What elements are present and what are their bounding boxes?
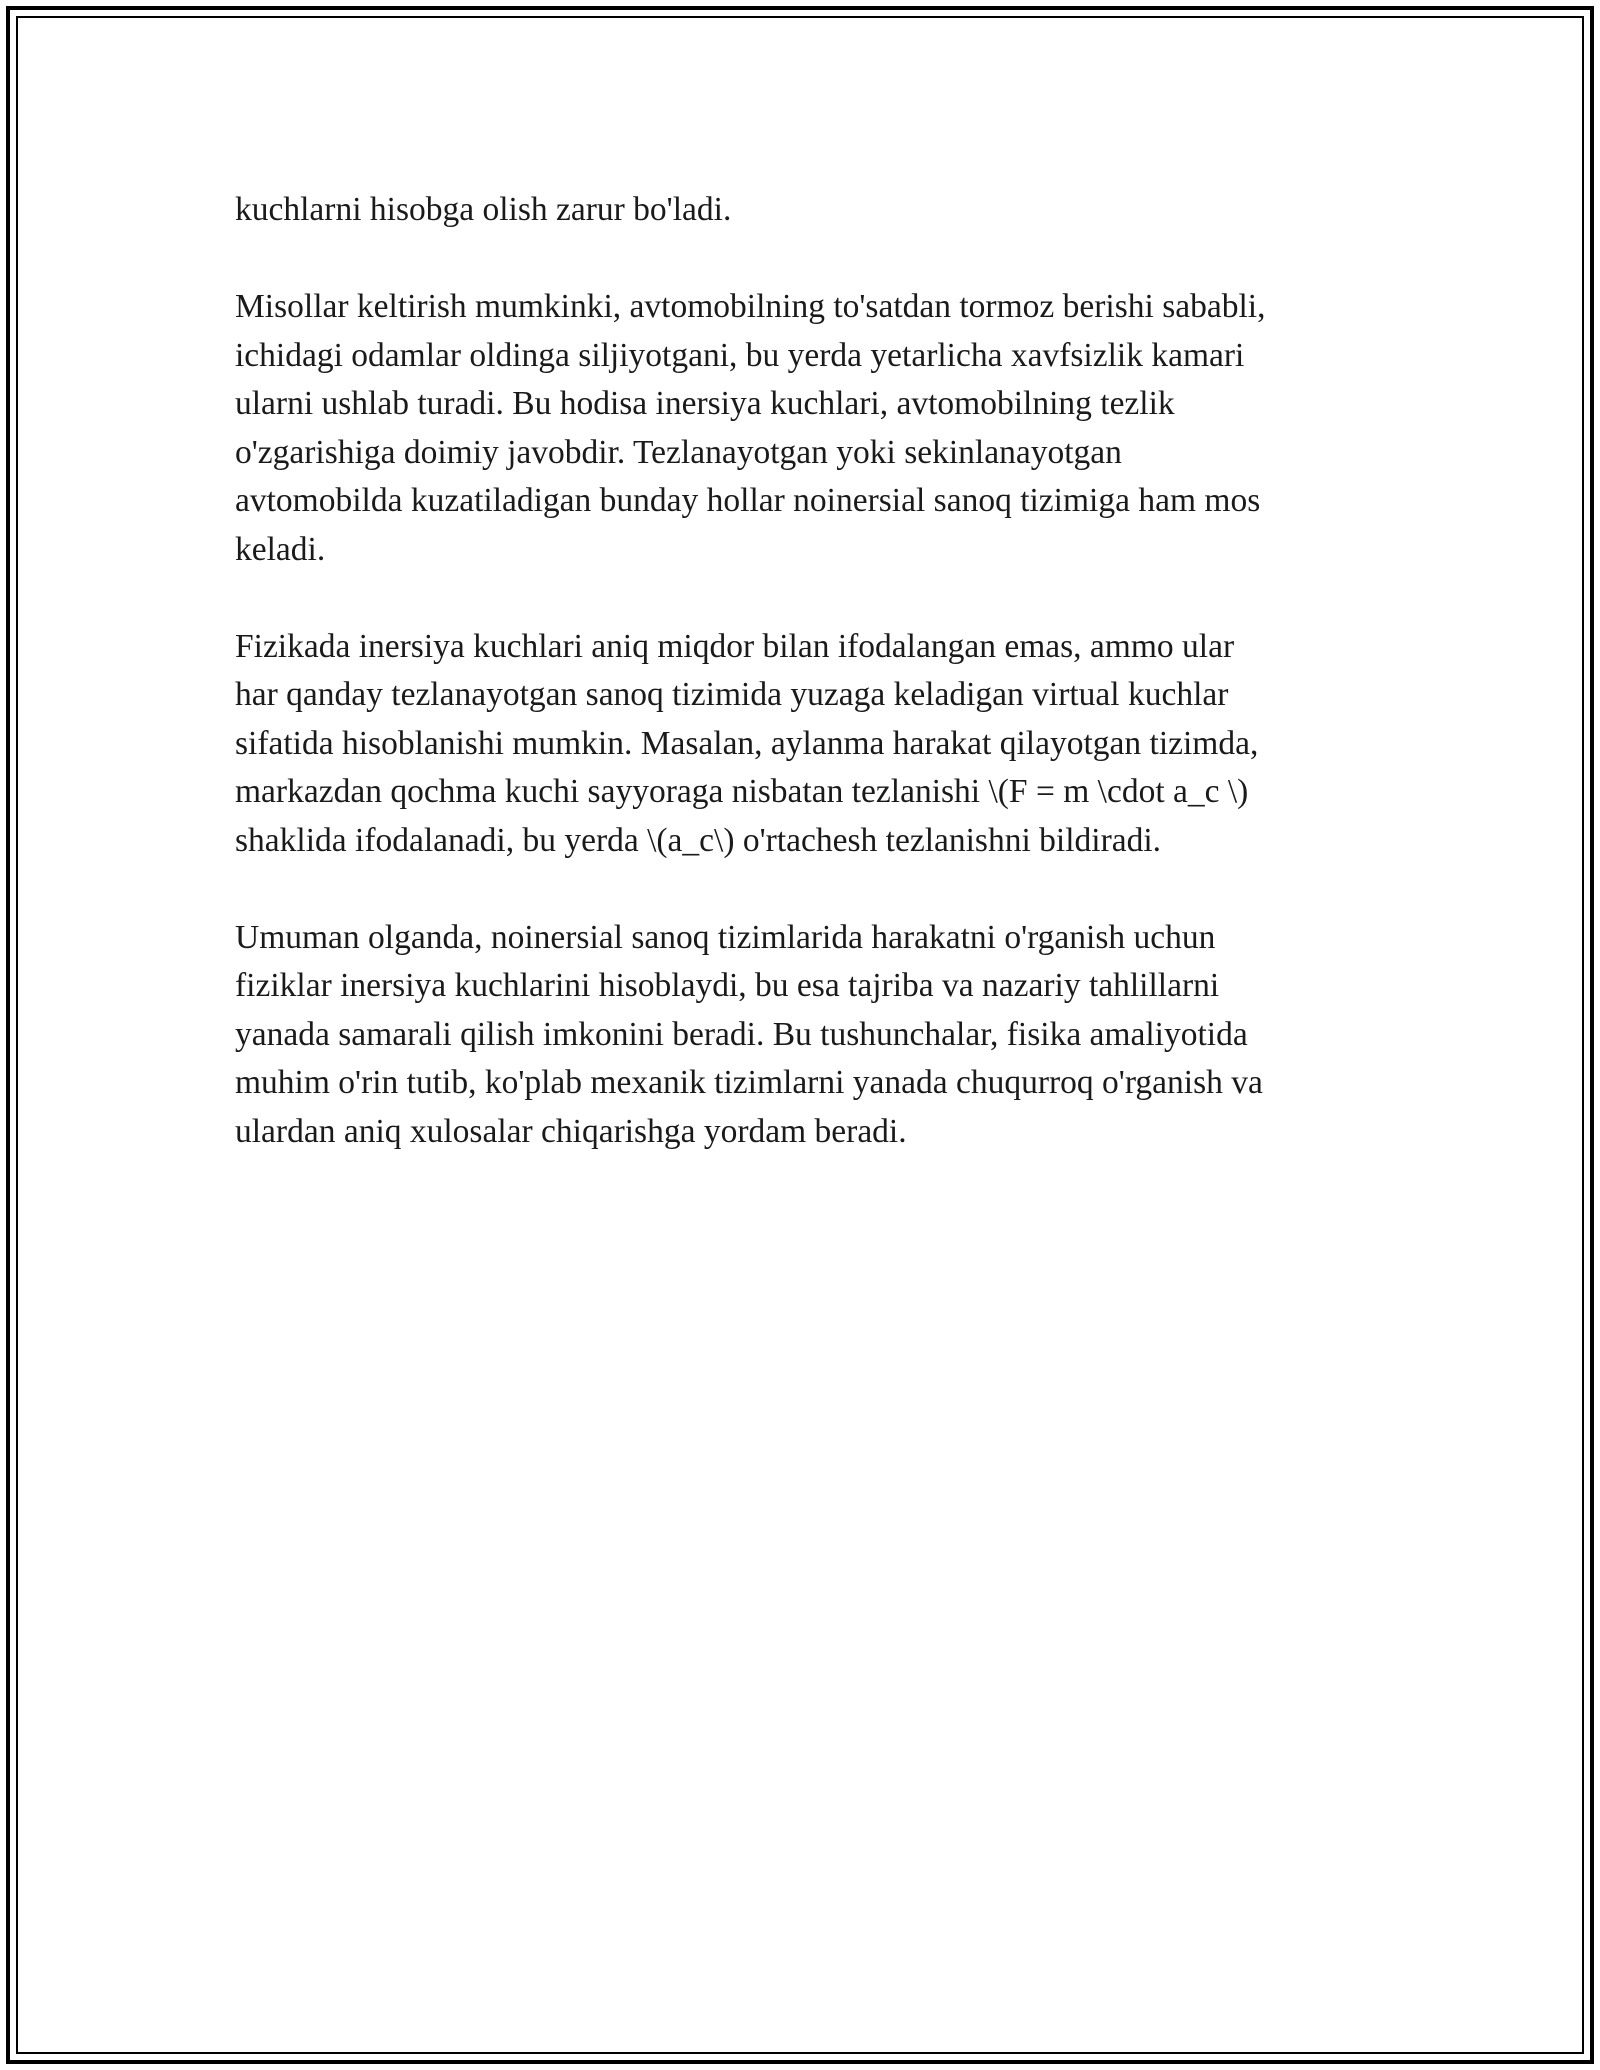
paragraph-car-example: Misollar keltirish mumkinki, avtomobilning to'satdan tormoz berishi sababli, ichidagi odamlar oldinga siljiyotgani, bu yerda yetarlicha xavfsizlik kamari ularni ushlab turadi. Bu hodisa inersiya kuchlari, avtomobilning tezlik o'zgarishiga doimiy javobdir. Tezlanayotgan yoki sekinlanayotgan avtomobilda kuzatiladigan bunday hollar noinersial sanoq tizimiga ham mos keladi. (235, 288, 1266, 568)
paragraph-conclusion: Umuman olganda, noinersial sanoq tizimlarida harakatni o'rganish uchun fiziklar inersiya kuchlarini hisoblaydi, bu esa tajriba va nazariy tahlillarni yanada samarali qilish imkonini beradi. Bu tushunchalar, fisika amaliyotida muhim o'rin tutib, ko'plab mexanik tizimlarni yanada chuqurroq o'rganish va ulardan aniq xulosalar chiqarishga yordam beradi. (235, 918, 1263, 1150)
document-body (235, 186, 1375, 1205)
paragraph-inertial-forces: Fizikada inersiya kuchlari aniq miqdor bilan ifodalangan emas, ammo ular har qanday tezlanayotgan sanoq tizimida yuzaga keladigan virtual kuchlar sifatida hisoblanishi mumkin. Masalan, aylanma harakat qilayotgan tizimda, markazdan qochma kuchi sayyoraga nisbatan tezlanishi \(F = m \cdot a_c \) shaklida ifodalanadi, bu yerda \(a_c\) o'rtachesh tezlanishni bildiradi. (235, 627, 1259, 859)
paragraph-continuation: kuchlarni hisobga olish zarur bo'ladi. (235, 191, 732, 228)
